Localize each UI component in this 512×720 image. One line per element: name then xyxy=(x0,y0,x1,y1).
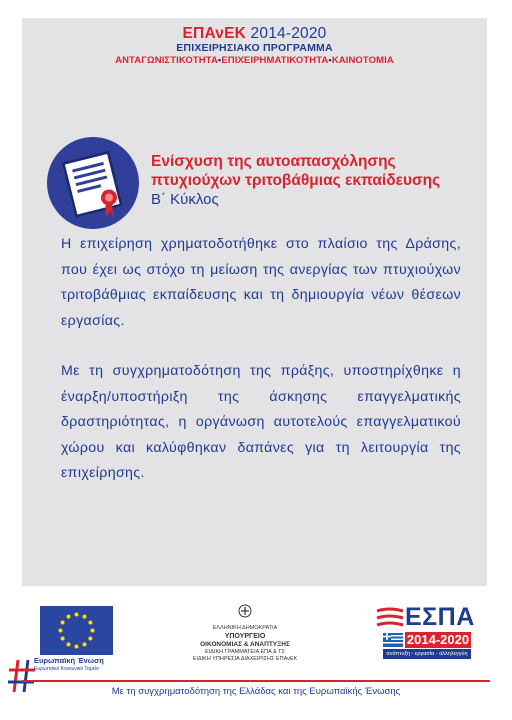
theme-separator: • xyxy=(328,55,332,66)
body-paragraph-1: Η επιχείρηση χρηματοδοτήθηκε στο πλαίσιο της Δράσης, που έχει ως στόχο τη μείωση της ανεργίας των πτυχιούχων τριτοβάθμιας εκπαίδευσης και τη δημιουργία νέων θέσεων εργασίας. xyxy=(61,236,461,329)
espa-logo xyxy=(375,603,475,663)
gov-republic: ΕΛΛΗΝΙΚΗ ΔΗΜΟΚΡΑΤΙΑ xyxy=(212,625,278,631)
espa-years: 2014-2020 xyxy=(406,632,470,647)
eu-name: Ευρωπαϊκή Ένωση xyxy=(34,656,104,665)
theme-3: ΚΑΙΝΟΤΟΜΙΑ xyxy=(331,55,394,66)
eu-flag-logo xyxy=(40,606,113,655)
title-cycle: Β΄ Κύκλος xyxy=(151,191,219,208)
title-line-1: Ενίσχυση της αυτοαπασχόλησης xyxy=(151,153,396,170)
brand-years: 2014-2020 xyxy=(250,25,327,42)
theme-separator: • xyxy=(217,55,222,66)
certificate-icon xyxy=(47,137,139,229)
footer-divider xyxy=(22,680,490,682)
theme-2: ΕΠΙΧΕΙΡΗΜΑΤΙΚΟΤΗΤΑ xyxy=(221,55,329,66)
gov-secretariat: ΕΙΔΙΚΗ ΓΡΑΜΜΑΤΕΙΑ ΕΠΑ & ΤΣ xyxy=(205,649,285,655)
greek-emblem-icon xyxy=(238,604,252,618)
gov-ministry: ΥΠΟΥΡΓΕΙΟ xyxy=(224,633,266,640)
footer-text: Με τη συγχρηματοδότηση της Ελλάδας και της Ευρωπαϊκής Ένωσης xyxy=(111,686,401,697)
espa-slogan: ανάπτυξη - εργασία - αλληλεγγύη xyxy=(383,649,471,659)
eu-fund-name: Ευρωπαϊκό Κοινωνικό Ταμείο xyxy=(34,666,99,672)
ministry-logo xyxy=(175,604,315,663)
espa-word: ΕΣΠΑ xyxy=(405,603,475,631)
body-text xyxy=(61,232,461,512)
gov-ministry-name: ΟΙΚΟΝΟΜΙΑΣ & ΑΝΑΠΤΥΞΗΣ xyxy=(200,641,290,648)
program-header xyxy=(22,26,487,67)
action-title xyxy=(151,152,471,209)
program-themes xyxy=(22,55,487,67)
greek-flag-icon xyxy=(383,633,403,647)
theme-1: ΑΝΤΑΓΩΝΙΣΤΙΚΟΤΗΤΑ xyxy=(115,55,218,66)
program-label: ΕΠΙΧΕΙΡΗΣΙΑΚΟ ΠΡΟΓΡΑΜΜΑ xyxy=(176,42,333,54)
gov-managing-authority: ΕΙΔΙΚΗ ΥΠΗΡΕΣΙΑ ΔΙΑΧΕΙΡΙΣΗΣ ΕΠΑνΕΚ xyxy=(192,656,298,662)
espa-swoosh-icon xyxy=(375,607,405,629)
brand-name: ΕΠΑνΕΚ xyxy=(182,25,247,42)
header-brand-line xyxy=(22,26,487,42)
body-paragraph-2: Με τη συγχρηματοδότηση της πράξης, υποστηρίχθηκε η έναρξη/υποστήριξη της άσκησης επαγγελματικής δραστηριότητας, η οργάνωση αυτοτελούς επαγγελματικού χώρου και καλύφθηκαν δαπάνες για τη λειτουργία της επιχείρησης. xyxy=(61,363,461,481)
title-line-2: πτυχιούχων τριτοβάθμιας εκπαίδευσης xyxy=(151,172,441,189)
